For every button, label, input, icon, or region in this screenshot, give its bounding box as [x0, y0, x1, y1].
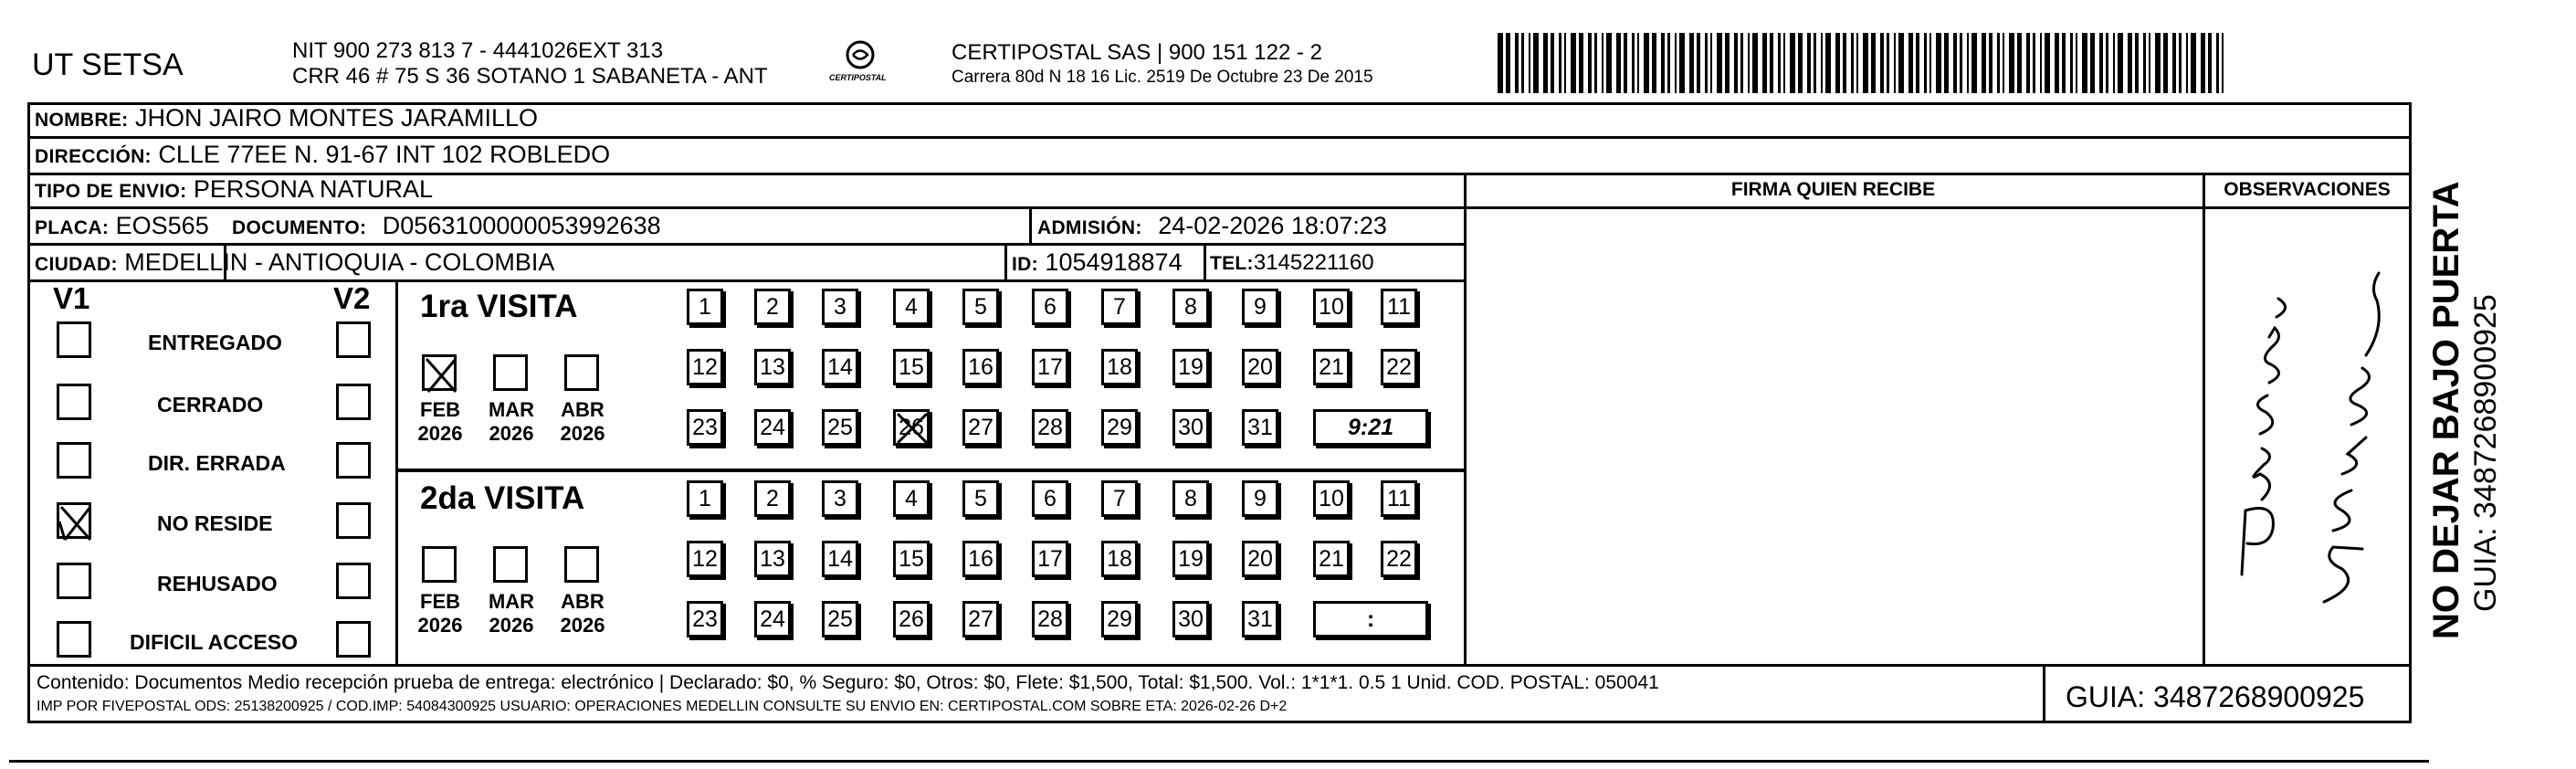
- status-label: NO RESIDE: [157, 511, 273, 535]
- day-12[interactable]: 12: [687, 349, 723, 385]
- month-label: [488, 398, 535, 446]
- barcode-bar: [1588, 33, 1592, 93]
- no-dejar-bajo-puerta: NO DEJAR BAJO PUERTA: [2426, 181, 2466, 639]
- barcode-bar: [2026, 33, 2030, 93]
- barcode-bar: [1748, 33, 1750, 93]
- barcode-bar: [2208, 33, 2212, 93]
- barcode-bar: [2143, 33, 2146, 93]
- barcode-bar: [1689, 33, 1694, 93]
- documento-field: DOCUMENTO: D0563100000053992638: [232, 212, 661, 239]
- barcode-bar: [1644, 33, 1649, 93]
- day-25[interactable]: 25: [822, 409, 858, 446]
- barcode-bar: [1783, 33, 1785, 93]
- day-20[interactable]: 20: [1242, 349, 1278, 385]
- v2-checkbox[interactable]: [336, 563, 371, 599]
- time-box[interactable]: :: [1313, 601, 1428, 637]
- barcode-bar: [2090, 33, 2095, 93]
- day-30[interactable]: 30: [1172, 601, 1209, 637]
- tel-field: TEL:3145221160: [1210, 250, 1374, 275]
- day-11[interactable]: 11: [1381, 289, 1417, 325]
- barcode-bar: [1564, 33, 1566, 93]
- barcode-bar: [1579, 33, 1583, 93]
- day-27[interactable]: 27: [962, 409, 999, 446]
- day-5[interactable]: 5: [962, 289, 999, 325]
- barcode-bar: [2106, 33, 2108, 93]
- signature-area[interactable]: [1467, 209, 2203, 664]
- day-14[interactable]: 14: [822, 349, 858, 385]
- barcode-bar: [1762, 33, 1767, 93]
- day-10[interactable]: 10: [1313, 289, 1350, 325]
- barcode-bar: [1675, 33, 1677, 93]
- documento-value: D0563100000053992638: [382, 212, 661, 239]
- barcode-bar: [1606, 33, 1612, 93]
- barcode-bar: [1825, 33, 1831, 93]
- day-30[interactable]: 30: [1172, 409, 1209, 446]
- barcode-bar: [1982, 33, 1986, 93]
- month-year: 2026: [417, 422, 463, 445]
- direccion-field: DIRECCIÓN: CLLE 77EE N. 91-67 INT 102 ROBLEDO: [35, 141, 611, 168]
- barcode-bar: [1652, 33, 1656, 93]
- month-year: 2026: [560, 614, 605, 637]
- v1-checkbox[interactable]: [57, 384, 91, 420]
- certipostal-logo: [829, 37, 888, 91]
- day-13[interactable]: 13: [754, 541, 791, 577]
- shadow-line: [9, 760, 2429, 763]
- id-field: ID: 1054918874: [1012, 248, 1183, 276]
- month-checkbox-abr[interactable]: [564, 354, 599, 391]
- barcode-bar: [1790, 33, 1795, 93]
- day-27[interactable]: 27: [962, 601, 999, 637]
- barcode-bar: [2045, 33, 2050, 93]
- barcode-bar: [1929, 33, 1931, 93]
- day-13[interactable]: 13: [754, 349, 791, 385]
- day-15[interactable]: 15: [893, 349, 930, 385]
- v1-checkbox[interactable]: [57, 502, 91, 539]
- barcode-bar: [1521, 33, 1524, 93]
- v1-checkbox[interactable]: [57, 563, 91, 599]
- row-divider: [27, 136, 2412, 139]
- ciudad-value: MEDELLIN - ANTIOQUIA - COLOMBIA: [124, 248, 555, 276]
- nit-line: NIT 900 273 813 7 - 4441026EXT 313: [292, 38, 664, 63]
- barcode-bar: [2186, 33, 2188, 93]
- day-2[interactable]: 2: [754, 289, 791, 325]
- month-label: [559, 398, 606, 446]
- day-7[interactable]: 7: [1101, 289, 1138, 325]
- status-label: REHUSADO: [157, 572, 278, 595]
- barcode-bar: [2009, 33, 2014, 93]
- day-22[interactable]: 22: [1381, 541, 1417, 577]
- day-23[interactable]: 23: [687, 409, 723, 446]
- barcode-bar: [1602, 33, 1603, 93]
- status-label: ENTREGADO: [148, 331, 282, 354]
- v2-checkbox[interactable]: [336, 442, 371, 479]
- day-31[interactable]: 31: [1242, 601, 1278, 637]
- barcode-bar: [1543, 33, 1548, 93]
- barcode-bar: [2082, 33, 2087, 93]
- day-19[interactable]: 19: [1172, 541, 1209, 577]
- barcode-bar: [1637, 33, 1639, 93]
- barcode-bar: [1529, 33, 1530, 93]
- barcode: [1498, 33, 2228, 93]
- observaciones-area[interactable]: [2205, 209, 2412, 664]
- admision-value: 24-02-2026 18:07:23: [1158, 212, 1387, 239]
- day-31[interactable]: 31: [1242, 409, 1278, 446]
- barcode-bar: [2163, 33, 2168, 93]
- day-1[interactable]: 1: [687, 480, 723, 517]
- check-mark-icon: [425, 357, 459, 394]
- barcode-bar: [1770, 33, 1773, 93]
- month-checkbox-mar[interactable]: [493, 354, 528, 391]
- day-28[interactable]: 28: [1032, 409, 1068, 446]
- day-24[interactable]: 24: [754, 409, 791, 446]
- day-6[interactable]: 6: [1032, 480, 1068, 517]
- barcode-bar: [1725, 33, 1730, 93]
- month-checkbox-feb[interactable]: [422, 354, 457, 391]
- company-name: UT SETSA: [32, 47, 184, 82]
- month-year: 2026: [489, 614, 534, 637]
- barcode-bar: [1551, 33, 1554, 93]
- barcode-bar: [1616, 33, 1621, 93]
- barcode-bar: [1851, 33, 1854, 93]
- day-3[interactable]: 3: [822, 480, 858, 517]
- ciudad-field: CIUDAD: MEDELLIN - ANTIOQUIA - COLOMBIA: [35, 248, 555, 276]
- v2-checkbox[interactable]: [336, 502, 371, 539]
- day-29[interactable]: 29: [1101, 601, 1138, 637]
- day-29[interactable]: 29: [1101, 409, 1138, 446]
- barcode-bar: [2113, 33, 2115, 93]
- day-26[interactable]: 26: [893, 601, 930, 637]
- day-23[interactable]: 23: [687, 601, 723, 637]
- barcode-bar: [1894, 33, 1896, 93]
- day-11[interactable]: 11: [1381, 480, 1417, 517]
- month-name: MAR: [488, 590, 535, 613]
- barcode-bar: [1734, 33, 1738, 93]
- placa-field: PLACA: EOS565: [35, 212, 209, 239]
- month-name: FEB: [420, 590, 460, 613]
- barcode-bar: [1705, 33, 1708, 93]
- tel-value: 3145221160: [1253, 250, 1374, 275]
- admision-field: ADMISIÓN: 24-02-2026 18:07:23: [1037, 212, 1387, 239]
- day-16[interactable]: 16: [962, 541, 999, 577]
- month-label: [488, 590, 535, 637]
- visit1-title: 1ra VISITA: [420, 289, 578, 324]
- col-divider: [1204, 243, 1206, 279]
- nombre-value: JHON JAIRO MONTES JARAMILLO: [134, 104, 539, 132]
- day-2[interactable]: 2: [754, 480, 791, 517]
- tipo-envio-value: PERSONA NATURAL: [193, 175, 433, 203]
- status-label: DIR. ERRADA: [148, 451, 286, 475]
- barcode-bar: [2017, 33, 2022, 93]
- time-box[interactable]: 9:21: [1313, 409, 1428, 446]
- barcode-bar: [2040, 33, 2042, 93]
- day-14[interactable]: 14: [822, 541, 858, 577]
- barcode-bar: [1667, 33, 1670, 93]
- direccion-value: CLLE 77EE N. 91-67 INT 102 ROBLEDO: [158, 141, 611, 168]
- col-divider: [2043, 664, 2045, 723]
- day-10[interactable]: 10: [1313, 480, 1350, 517]
- day-17[interactable]: 17: [1032, 349, 1068, 385]
- barcode-bar: [2222, 33, 2224, 93]
- firma-header: FIRMA QUIEN RECIBE: [1730, 179, 1936, 200]
- col-divider: [1029, 206, 1032, 243]
- company-address: CRR 46 # 75 S 36 SOTANO 1 SABANETA - ANT: [292, 64, 768, 89]
- month-name: FEB: [420, 398, 460, 421]
- month-checkbox-feb[interactable]: [422, 546, 457, 583]
- day-26[interactable]: 26: [893, 409, 930, 446]
- barcode-bar: [1559, 33, 1561, 93]
- barcode-bar: [1916, 33, 1919, 93]
- month-name: MAR: [488, 398, 535, 421]
- day-1[interactable]: 1: [687, 289, 723, 325]
- day-24[interactable]: 24: [754, 601, 791, 637]
- barcode-bar: [1533, 33, 1539, 93]
- certipostal-line: CERTIPOSTAL SAS | 900 151 122 - 2: [952, 40, 1322, 65]
- day-8[interactable]: 8: [1172, 480, 1209, 517]
- barcode-bar: [2099, 33, 2103, 93]
- barcode-bar: [1856, 33, 1858, 93]
- contenido-line: Contenido: Documentos Medio recepción prueba de entrega: electrónico | Declarado: $0, % Seguro: $0, Otros: $0, Flete: $1,500, Total: $1,500. Vol.: 1*1*1. 0.5 1 Unid. COD. POSTAL: 050041: [37, 672, 1659, 693]
- barcode-bar: [1594, 33, 1597, 93]
- nombre-field: NOMBRE: JHON JAIRO MONTES JARAMILLO: [35, 104, 539, 132]
- barcode-bar: [1717, 33, 1722, 93]
- row-divider: [27, 664, 2412, 667]
- month-checkbox-mar[interactable]: [493, 546, 528, 583]
- barcode-bar: [1506, 33, 1510, 93]
- barcode-bar: [1863, 33, 1868, 93]
- barcode-bar: [1997, 33, 2000, 93]
- license-line: Carrera 80d N 18 16 Lic. 2519 De Octubre 23 De 2015: [952, 68, 1373, 87]
- v2-checkbox[interactable]: [336, 621, 371, 658]
- barcode-bar: [2128, 33, 2132, 93]
- barcode-bar: [1752, 33, 1758, 93]
- visit-divider: [395, 469, 1466, 472]
- barcode-bar: [2149, 33, 2150, 93]
- day-9[interactable]: 9: [1242, 289, 1278, 325]
- barcode-bar: [1571, 33, 1576, 93]
- barcode-bar: [1908, 33, 1913, 93]
- check-mark-icon: [896, 412, 929, 445]
- barcode-bar: [1798, 33, 1803, 93]
- month-label: [416, 398, 464, 446]
- barcode-bar: [1710, 33, 1712, 93]
- barcode-bar: [1632, 33, 1635, 93]
- day-6[interactable]: 6: [1032, 289, 1068, 325]
- barcode-bar: [1887, 33, 1889, 93]
- id-value: 1054918874: [1045, 248, 1183, 276]
- month-year: 2026: [560, 422, 605, 445]
- barcode-bar: [1679, 33, 1685, 93]
- barcode-bar: [2055, 33, 2059, 93]
- day-3[interactable]: 3: [822, 289, 858, 325]
- guia-footer: GUIA: 3487268900925: [2066, 680, 2365, 713]
- barcode-bar: [1697, 33, 1700, 93]
- barcode-bar: [1835, 33, 1840, 93]
- barcode-bar: [2033, 33, 2035, 93]
- barcode-bar: [2155, 33, 2161, 93]
- barcode-bar: [1498, 33, 1503, 93]
- barcode-bar: [1871, 33, 1876, 93]
- v1-checkbox[interactable]: [57, 321, 91, 358]
- barcode-bar: [1924, 33, 1927, 93]
- day-16[interactable]: 16: [962, 349, 999, 385]
- barcode-bar: [2201, 33, 2205, 93]
- day-21[interactable]: 21: [1313, 349, 1350, 385]
- certipostal-logo-text: CERTIPOSTAL: [829, 73, 887, 82]
- certipostal-logo-icon: [833, 37, 888, 91]
- barcode-bar: [1814, 33, 1816, 93]
- day-8[interactable]: 8: [1172, 289, 1209, 325]
- barcode-bar: [1740, 33, 1743, 93]
- day-5[interactable]: 5: [962, 480, 999, 517]
- month-label: [559, 590, 606, 637]
- barcode-bar: [2062, 33, 2066, 93]
- barcode-bar: [2135, 33, 2139, 93]
- barcode-bar: [2179, 33, 2182, 93]
- row-divider: [27, 279, 1466, 282]
- v2-checkbox[interactable]: [336, 384, 371, 420]
- day-18[interactable]: 18: [1101, 349, 1138, 385]
- barcode-bar: [2191, 33, 2196, 93]
- barcode-bar: [1953, 33, 1957, 93]
- v2-header: V2: [333, 281, 371, 315]
- status-label: CERRADO: [157, 393, 264, 416]
- day-25[interactable]: 25: [822, 601, 858, 637]
- day-4[interactable]: 4: [893, 480, 930, 517]
- barcode-bar: [1843, 33, 1846, 93]
- barcode-bar: [2118, 33, 2123, 93]
- barcode-bar: [1661, 33, 1665, 93]
- barcode-bar: [1936, 33, 1941, 93]
- barcode-bar: [1778, 33, 1781, 93]
- handwritten-note: [2205, 209, 2412, 664]
- check-mark-icon: [59, 505, 94, 542]
- barcode-bar: [2003, 33, 2004, 93]
- month-year: 2026: [489, 422, 534, 445]
- day-22[interactable]: 22: [1381, 349, 1417, 385]
- placa-value: EOS565: [115, 212, 209, 239]
- barcode-bar: [2172, 33, 2176, 93]
- col-divider: [1004, 243, 1007, 279]
- day-7[interactable]: 7: [1101, 480, 1138, 517]
- v1-header: V1: [53, 281, 90, 315]
- observaciones-header: OBSERVACIONES: [2224, 179, 2391, 200]
- barcode-bar: [1944, 33, 1949, 93]
- day-15[interactable]: 15: [893, 541, 930, 577]
- v1-checkbox[interactable]: [57, 442, 91, 479]
- row-divider: [27, 243, 1466, 246]
- v1-checkbox[interactable]: [57, 621, 91, 658]
- day-20[interactable]: 20: [1242, 541, 1278, 577]
- barcode-bar: [2216, 33, 2219, 93]
- barcode-bar: [1898, 33, 1904, 93]
- month-checkbox-abr[interactable]: [564, 546, 599, 583]
- barcode-bar: [2076, 33, 2077, 93]
- barcode-bar: [2070, 33, 2073, 93]
- barcode-bar: [1960, 33, 1962, 93]
- month-name: ABR: [561, 590, 605, 613]
- visit2-title: 2da VISITA: [420, 480, 585, 516]
- day-21[interactable]: 21: [1313, 541, 1350, 577]
- month-label: [416, 590, 464, 637]
- day-28[interactable]: 28: [1032, 601, 1068, 637]
- day-12[interactable]: 12: [687, 541, 723, 577]
- barcode-bar: [1989, 33, 1992, 93]
- tipo-envio-field: TIPO DE ENVIO: PERSONA NATURAL: [35, 175, 433, 203]
- barcode-bar: [1971, 33, 1977, 93]
- barcode-bar: [1967, 33, 1969, 93]
- day-19[interactable]: 19: [1172, 349, 1209, 385]
- barcode-bar: [1515, 33, 1519, 93]
- day-9[interactable]: 9: [1242, 480, 1278, 517]
- v2-checkbox[interactable]: [336, 321, 371, 358]
- imp-line: IMP POR FIVEPOSTAL ODS: 25138200925 / COD.IMP: 54084300925 USUARIO: OPERACIONES MEDELLIN CONSULTE SU ENVIO EN: CERTIPOSTAL.COM SOBRE ETA: 2026-02-26 D+2: [37, 699, 1288, 714]
- day-4[interactable]: 4: [893, 289, 930, 325]
- month-name: ABR: [561, 398, 605, 421]
- barcode-bar: [1624, 33, 1627, 93]
- day-18[interactable]: 18: [1101, 541, 1138, 577]
- day-17[interactable]: 17: [1032, 541, 1068, 577]
- side-guia: GUIA: 3487268900925: [2468, 294, 2503, 612]
- barcode-bar: [1821, 33, 1823, 93]
- month-year: 2026: [417, 614, 463, 637]
- side-text: [2425, 91, 2504, 639]
- status-label: DIFICIL ACCESO: [130, 630, 299, 654]
- barcode-bar: [1807, 33, 1811, 93]
- barcode-bar: [1880, 33, 1884, 93]
